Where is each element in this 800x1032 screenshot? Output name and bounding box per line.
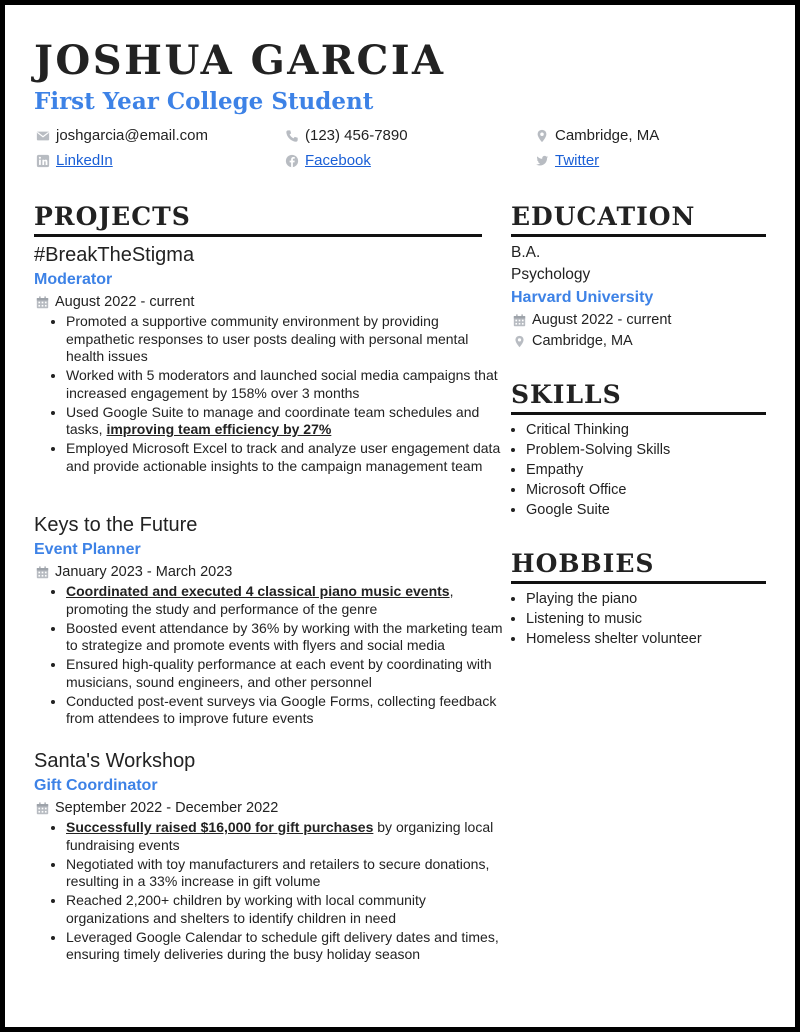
skill-item: • Microsoft Office <box>526 480 786 500</box>
bullet-item: • Used Google Suite to manage and coordinate team schedules and tasks, improving team efficiency by 27% <box>66 404 506 439</box>
bullet-highlight: improving team efficiency by 27% <box>106 421 332 437</box>
projects-heading: PROJECTS <box>34 202 191 231</box>
map-pin-icon <box>535 129 549 143</box>
candidate-name: JOSHUA GARCIA <box>34 37 446 84</box>
education-location <box>513 332 633 350</box>
education-date-text: August 2022 - current <box>532 312 672 328</box>
envelope-icon <box>36 129 50 143</box>
bullet-item: • Employed Microsoft Excel to track and analyze user engagement data and provide actionable insights to the campaign management team <box>66 440 506 475</box>
projects-divider <box>34 234 482 237</box>
skills-list <box>508 420 786 520</box>
calendar-icon <box>36 566 49 579</box>
bullet-item: • Reached 2,200+ children by working with local community organizations and shelters to identify children in need <box>66 892 506 927</box>
education-divider <box>511 234 766 237</box>
facebook-link[interactable]: Facebook <box>305 152 371 169</box>
facebook-icon <box>285 154 299 168</box>
contact-location <box>535 126 659 146</box>
phone-text: (123) 456-7890 <box>305 127 408 144</box>
bullet-item: • Ensured high-quality performance at each event by coordinating with musicians, sound engineers, and other personnel <box>66 656 506 691</box>
project-date <box>36 799 278 817</box>
education-location-text: Cambridge, MA <box>532 333 633 349</box>
phone-icon <box>285 129 299 143</box>
project-date-text: August 2022 - current <box>55 294 195 310</box>
map-pin-icon <box>513 335 526 348</box>
project-date-text: January 2023 - March 2023 <box>55 564 233 580</box>
project-bullets <box>48 313 506 477</box>
project-role: Moderator <box>34 271 113 288</box>
bullet-item: • Leveraged Google Calendar to schedule gift delivery dates and times, ensuring timely deliveries during the busy holiday season <box>66 929 506 964</box>
email-text: joshgarcia@email.com <box>56 127 208 144</box>
contact-email <box>36 126 208 146</box>
contact-facebook <box>285 151 371 171</box>
location-text: Cambridge, MA <box>555 127 660 144</box>
calendar-icon <box>36 802 49 815</box>
project-date <box>36 293 194 311</box>
bullet-item: • Promoted a supportive community environment by providing empathetic responses to user posts dealing with personal mental health issues <box>66 313 506 366</box>
linkedin-link[interactable]: LinkedIn <box>56 152 113 169</box>
project-role: Gift Coordinator <box>34 777 158 794</box>
project-role: Event Planner <box>34 541 141 558</box>
contact-linkedin <box>36 151 113 171</box>
calendar-icon <box>36 296 49 309</box>
project-title: Santa's Workshop <box>34 750 196 772</box>
skills-heading: SKILLS <box>511 380 622 409</box>
skill-item: • Empathy <box>526 460 786 480</box>
project-title: Keys to the Future <box>34 514 198 536</box>
project-bullets <box>48 583 506 729</box>
field-of-study: Psychology <box>511 266 591 283</box>
skill-item: • Google Suite <box>526 500 786 520</box>
skill-item: • Problem-Solving Skills <box>526 440 786 460</box>
education-heading: EDUCATION <box>511 202 696 231</box>
calendar-icon <box>513 314 526 327</box>
bullet-highlight: Successfully raised $16,000 for gift purchases <box>66 819 374 835</box>
bullet-item: • Coordinated and executed 4 classical piano music events, promoting the study and performance of the genre <box>66 583 506 618</box>
bullet-item: • Boosted event attendance by 36% by working with the marketing team to strategize and promote events with flyers and social media <box>66 620 506 655</box>
bullet-highlight: Coordinated and executed 4 classical piano music events <box>66 583 450 599</box>
resume-page <box>5 5 795 1027</box>
project-date <box>36 563 232 581</box>
school-name: Harvard University <box>511 289 654 306</box>
project-bullets <box>48 819 506 965</box>
hobbies-divider <box>511 581 766 584</box>
project-title: #BreakTheStigma <box>34 244 195 266</box>
skill-item: • Critical Thinking <box>526 420 786 440</box>
hobbies-heading: HOBBIES <box>511 549 655 578</box>
bullet-item: • Conducted post-event surveys via Google Forms, collecting feedback from attendees to improve future events <box>66 693 506 728</box>
contact-twitter <box>535 151 599 171</box>
hobby-item: • Listening to music <box>526 609 786 629</box>
candidate-title: First Year College Student <box>34 88 374 115</box>
degree: B.A. <box>511 244 541 261</box>
hobby-item: • Homeless shelter volunteer <box>526 629 786 649</box>
linkedin-icon <box>36 154 50 168</box>
bullet-item: • Negotiated with toy manufacturers and retailers to secure donations, resulting in a 33% increase in gift volume <box>66 856 506 891</box>
hobbies-list <box>508 589 786 649</box>
contact-phone <box>285 126 408 146</box>
bullet-item: • Successfully raised $16,000 for gift purchases by organizing local fundraising events <box>66 819 506 854</box>
twitter-link[interactable]: Twitter <box>555 152 600 169</box>
twitter-icon <box>535 154 549 168</box>
bullet-item: • Worked with 5 moderators and launched social media campaigns that increased engagement by 158% over 3 months <box>66 367 506 402</box>
education-date <box>513 311 671 329</box>
project-date-text: September 2022 - December 2022 <box>55 800 279 816</box>
hobby-item: • Playing the piano <box>526 589 786 609</box>
skills-divider <box>511 412 766 415</box>
